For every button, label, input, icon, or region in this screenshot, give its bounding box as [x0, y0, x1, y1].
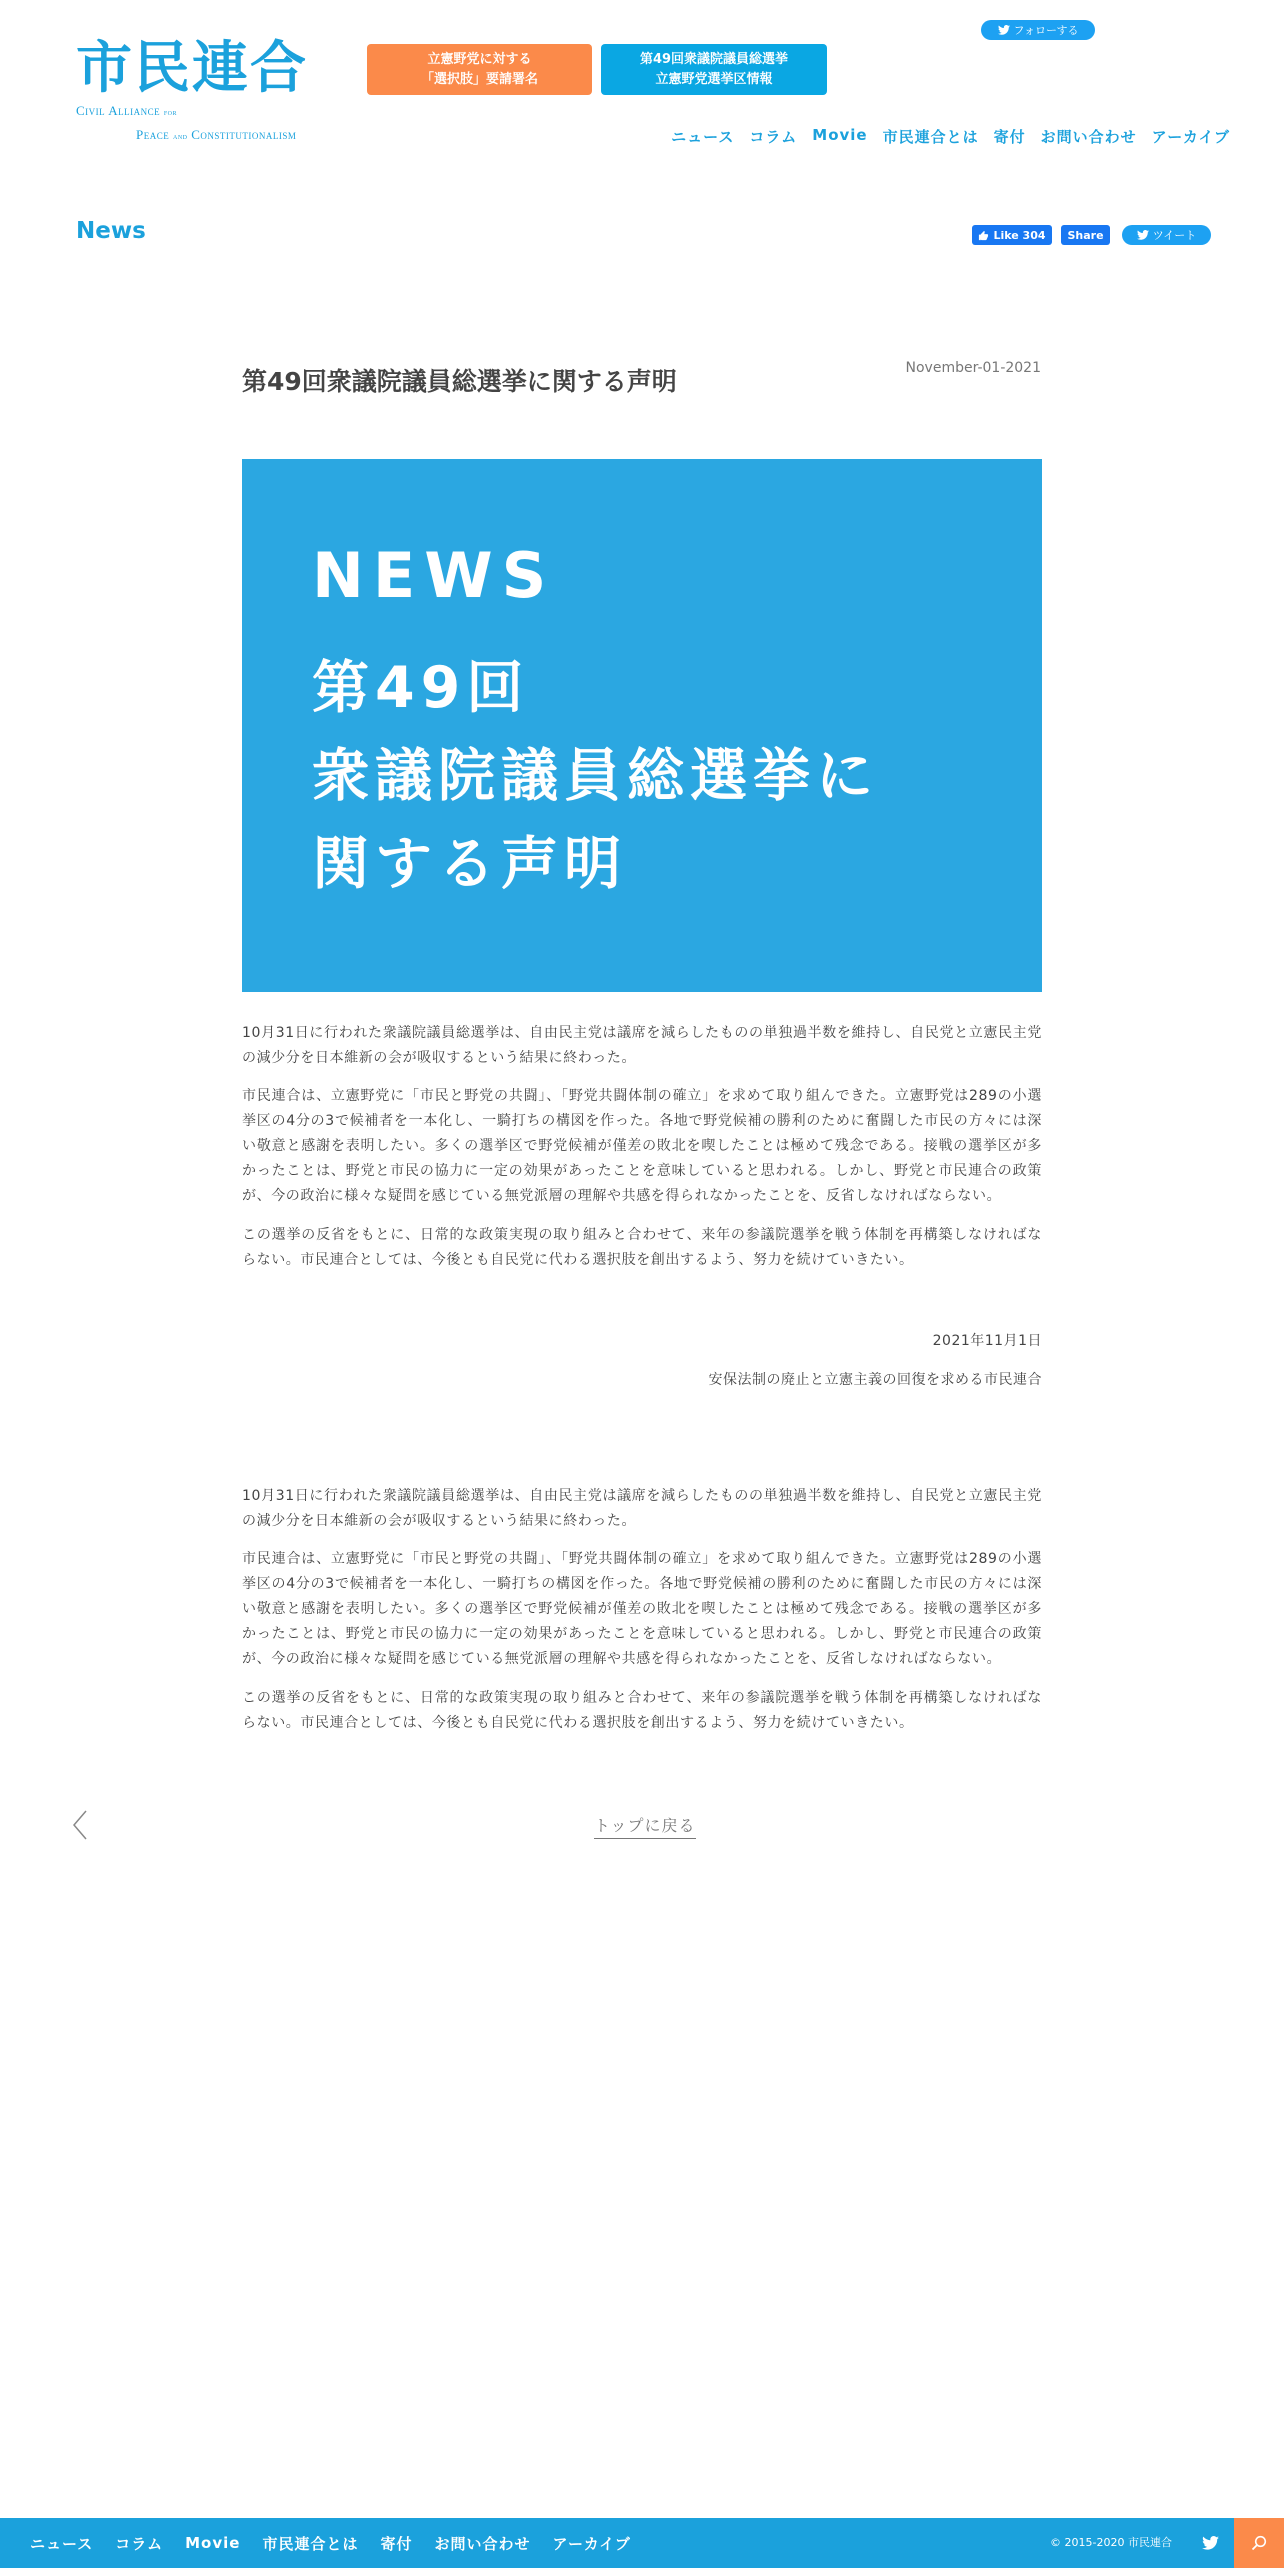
logo-en-civil-alliance: Civil Alliance	[76, 103, 161, 118]
nav-item-donate[interactable]: 寄付	[993, 128, 1026, 146]
logo-en-line2	[76, 124, 336, 148]
section-title: News	[76, 218, 146, 244]
petition-button-line2: 「選択肢」要請署名	[420, 71, 538, 87]
twitter-bird-icon	[998, 25, 1010, 35]
article-paragraph-1: 10月31日に行われた衆議院議員総選挙は、自由民主党は議席を減らしたものの単独過半数を維持し、自民党と立憲民主党の減少分を日本維新の会が吸収するという結果に終わった。	[242, 1025, 1042, 1066]
article-paragraph-2-repeat: 市民連合は、立憲野党に「市民と野党の共闘」、「野党共闘体制の確立」を求めて取り組んできた。立憲野党は289の小選挙区の4分の3で候補者を一本化し、一騎打ちの構図を作った。各地で野党候補の勝利のために奮闘した市民の方々には深い敬意と感謝を表明したい。多くの選挙区で野党候補が僅差の敗北を喫したことは極めて残念である。接戦の選挙区が多かったことは、野党と市民の協力に一定の効果があったことを意味していると思われる。しかし、野党と市民連合の政策が、今の政治に様々な疑問を感じている無党派層の理解や共感を得られなかったことを、反省しなければならない。	[242, 1551, 1042, 1667]
search-icon	[1251, 2535, 1267, 2551]
article-paragraph-1-repeat: 10月31日に行われた衆議院議員総選挙は、自由民主党は議席を減らしたものの単独過半数を維持し、自民党と立憲民主党の減少分を日本維新の会が吸収するという結果に終わった。	[242, 1488, 1042, 1529]
facebook-share-button[interactable]	[1061, 225, 1110, 245]
fb-like-label: Like 304	[993, 228, 1046, 242]
article-date: November-01-2021	[905, 360, 1041, 376]
footer-nav-movie[interactable]: Movie	[185, 2534, 241, 2552]
logo-en-and: and	[172, 132, 188, 141]
signature-date: 2021年11月1日	[932, 1333, 1042, 1349]
petition-button-line1: 立憲野党に対する	[427, 51, 532, 67]
footer-bar	[0, 2518, 1284, 2568]
logo-kanji: 市民連合	[76, 36, 308, 101]
footer-twitter-link[interactable]	[1185, 2518, 1235, 2568]
election-info-line1: 第49回衆議院議員総選挙	[639, 51, 789, 67]
footer-nav-news[interactable]: ニュース	[30, 2534, 94, 2553]
banner-news-label: NEWS	[312, 539, 556, 612]
back-to-top-link[interactable]: トップに戻る	[594, 1813, 696, 1839]
election-info-line2: 立憲野党選挙区情報	[655, 71, 773, 87]
tweet-label: ツイート	[1152, 229, 1197, 242]
banner-line-2: 衆議院議員総選挙に	[312, 743, 879, 809]
logo-en-for: for	[163, 108, 177, 117]
twitter-bird-icon	[1137, 230, 1149, 240]
logo-en-peace: Peace	[136, 127, 170, 142]
nav-item-column[interactable]: コラム	[749, 128, 798, 146]
site-logo[interactable]	[76, 38, 336, 148]
nav-item-archive[interactable]: アーカイブ	[1151, 128, 1230, 146]
footer-nav-column[interactable]: コラム	[115, 2534, 164, 2553]
footer-nav-donate[interactable]: 寄付	[380, 2534, 413, 2553]
copyright-text: © 2015-2020 市民連合	[1050, 2536, 1172, 2549]
election-info-button[interactable]	[601, 44, 827, 95]
article-banner-image	[242, 459, 1042, 992]
fb-share-label: Share	[1067, 228, 1104, 242]
facebook-like-button[interactable]	[972, 225, 1052, 245]
banner-line-3: 関する声明	[312, 831, 627, 897]
petition-button[interactable]	[367, 44, 592, 95]
follow-label: フォローする	[1013, 24, 1079, 37]
footer-search-button[interactable]	[1234, 2518, 1284, 2568]
logo-en-line1	[76, 100, 336, 124]
footer-nav-contact[interactable]: お問い合わせ	[434, 2534, 531, 2553]
nav-item-news[interactable]: ニュース	[671, 128, 735, 146]
article-paragraph-3: この選挙の反省をもとに、日常的な政策実現の取り組みと合わせて、来年の参議院選挙を戦う体制を再構築しなければならない。市民連合としては、今後とも自民党に代わる選択肢を創出するよう、努力を続けていきたい。	[242, 1227, 1042, 1268]
thumbs-up-icon	[978, 230, 989, 241]
article-paragraph-2: 市民連合は、立憲野党に「市民と野党の共闘」、「野党共闘体制の確立」を求めて取り組んできた。立憲野党は289の小選挙区の4分の3で候補者を一本化し、一騎打ちの構図を作った。各地で野党候補の勝利のために奮闘した市民の方々には深い敬意と感謝を表明したい。多くの選挙区で野党候補が僅差の敗北を喫したことは極めて残念である。接戦の選挙区が多かったことは、野党と市民の協力に一定の効果があったことを意味していると思われる。しかし、野党と市民連合の政策が、今の政治に様々な疑問を感じている無党派層の理解や共感を得られなかったことを、反省しなければならない。	[242, 1088, 1042, 1204]
nav-item-about[interactable]: 市民連合とは	[882, 128, 979, 146]
signature-organization: 安保法制の廃止と立憲主義の回復を求める市民連合	[708, 1372, 1042, 1388]
footer-nav-about[interactable]: 市民連合とは	[262, 2534, 359, 2553]
twitter-follow-button[interactable]	[981, 20, 1095, 40]
banner-line-1: 第49回	[312, 655, 530, 721]
main-nav	[671, 126, 1230, 147]
banner-headline	[312, 644, 879, 908]
article-title: 第49回衆議院議員総選挙に関する声明	[242, 367, 677, 396]
previous-arrow-icon[interactable]	[66, 1808, 96, 1842]
nav-item-contact[interactable]: お問い合わせ	[1040, 128, 1137, 146]
nav-item-movie[interactable]: Movie	[812, 126, 868, 144]
logo-en-constitutionalism: Constitutionalism	[191, 127, 297, 142]
tweet-button[interactable]	[1122, 225, 1211, 245]
article-paragraph-3-repeat: この選挙の反省をもとに、日常的な政策実現の取り組みと合わせて、来年の参議院選挙を戦う体制を再構築しなければならない。市民連合としては、今後とも自民党に代わる選択肢を創出するよう、努力を続けていきたい。	[242, 1690, 1042, 1731]
footer-nav-archive[interactable]: アーカイブ	[552, 2534, 631, 2553]
footer-nav	[30, 2518, 631, 2568]
twitter-bird-icon	[1202, 2536, 1219, 2550]
